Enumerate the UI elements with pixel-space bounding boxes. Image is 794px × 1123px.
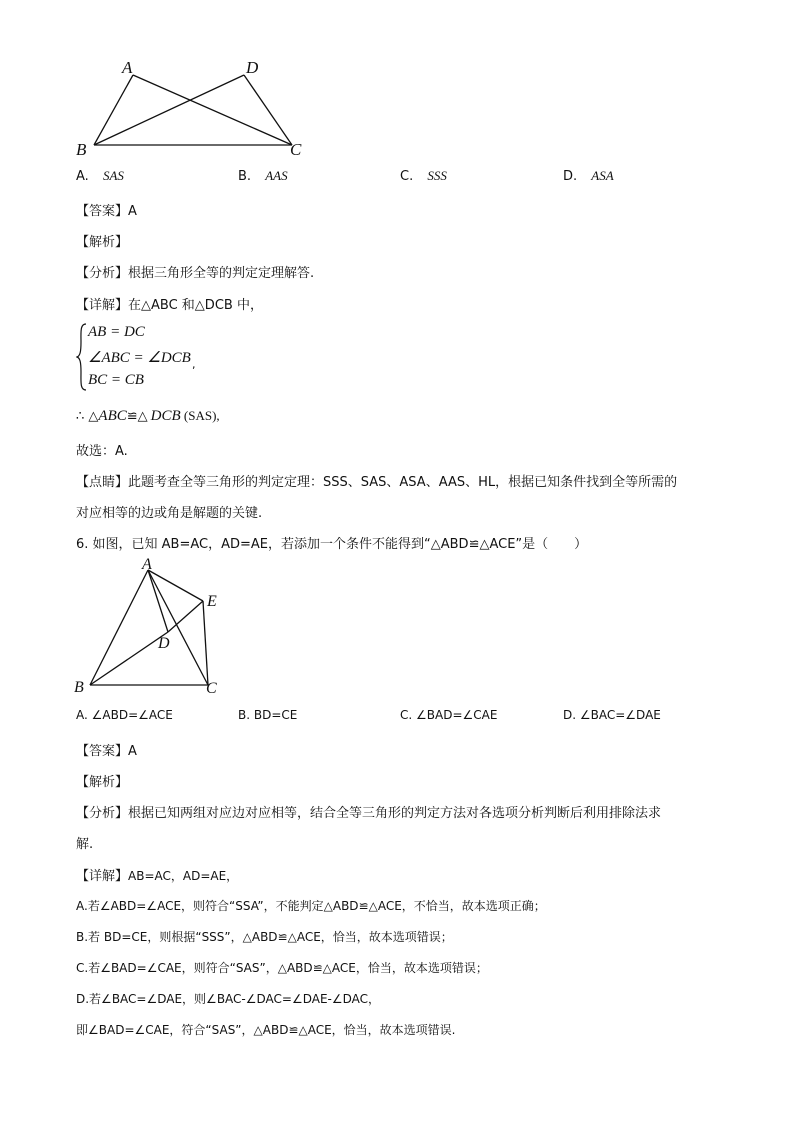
q5-label-d: D — [246, 58, 259, 77]
q6-option-c[interactable]: C. ∠BAD=∠CAE — [400, 708, 498, 722]
q6-option-d[interactable]: D. ∠BAC=∠DAE — [563, 708, 661, 722]
q6-fenxi-line-1: 【分析】根据已知两组对应边对应相等，结合全等三角形的判定方法对各选项分析判断后利用排除法求 — [76, 806, 662, 821]
answer-value: A — [128, 204, 137, 219]
triangle-abc: ABC — [98, 408, 127, 424]
congruent-symbol: ≌ — [126, 409, 138, 424]
q5-therefore — [76, 408, 220, 425]
q6-segment-ab — [90, 570, 148, 685]
q6-segment-bd — [90, 632, 168, 685]
q6-label-c: C — [206, 680, 217, 697]
q5-system-brace — [76, 322, 88, 392]
q6-option-b[interactable]: B. BD=CE — [238, 708, 298, 722]
q6-label-d: D — [158, 635, 170, 652]
q5-figure — [70, 55, 320, 160]
q6-detail-line-c: C.若∠BAD=∠CAE，则符合“SAS”，△ABD≌△ACE，恰当，故本选项错误； — [76, 961, 488, 975]
q5-segment-ab — [94, 75, 133, 145]
fenxi-tag: 【分析】 — [76, 806, 129, 821]
therefore-prefix: ∴ △ — [76, 409, 99, 424]
q5-options — [76, 168, 676, 188]
q5-label-c: C — [290, 140, 302, 159]
q6-detail-line-e: 即∠BAD=∠CAE，符合“SAS”，△ABD≌△ACE，恰当，故本选项错误. — [76, 1023, 456, 1037]
q5-option-b[interactable]: B. AAS — [238, 168, 288, 184]
xiangjie-text: 在△ABC 和△DCB 中， — [128, 298, 263, 313]
q5-system-tail: , — [192, 358, 196, 371]
q6-label-a: A — [142, 558, 152, 573]
q5-option-d[interactable]: D. ASA — [563, 168, 614, 184]
fenxi-text: 根据三角形全等的判定定理解答. — [128, 266, 315, 281]
therefore-suffix: (SAS), — [180, 408, 220, 423]
fenxi-tag: 【分析】 — [76, 266, 129, 281]
q6-options — [76, 708, 696, 728]
q5-dianjing-line-2: 对应相等的边或角是解题的关键. — [76, 506, 263, 521]
q5-option-a[interactable]: A. SAS — [76, 168, 124, 184]
triangle-symbol: △ — [137, 409, 148, 424]
q6-detail-line-b: B.若 BD=CE，则根据“SSS”，△ABD≌△ACE，恰当，故本选项错误； — [76, 930, 453, 944]
q5-choice: 故选：A. — [76, 444, 128, 459]
q6-segment-de — [168, 601, 203, 632]
q6-label-b: B — [74, 679, 84, 696]
xiangjie-tag: 【详解】 — [76, 298, 129, 313]
q5-segment-db — [94, 75, 244, 145]
q5-answer — [76, 200, 137, 219]
q5-label-b: B — [76, 140, 87, 159]
q6-stem: 6. 如图，已知 AB=AC，AD=AE，若添加一个条件不能得到“△ABD≌△ACE”是（ ） — [76, 537, 588, 552]
q6-detail-line-d: D.若∠BAC=∠DAE，则∠BAC-∠DAC=∠DAE-∠DAC， — [76, 992, 381, 1006]
dianjing-tag: 【点睛】 — [76, 475, 129, 490]
q6-answer — [76, 740, 137, 759]
q5-xiangjie — [76, 294, 263, 313]
q5-label-a: A — [122, 58, 133, 77]
q6-fenxi-line-2: 解. — [76, 837, 94, 852]
q6-option-a[interactable]: A. ∠ABD=∠ACE — [76, 708, 173, 722]
q5-system-line-3: BC = CB — [88, 372, 144, 388]
q5-system-line-1: AB = DC — [88, 324, 145, 340]
q6-figure — [70, 558, 240, 698]
q5-analysis-tag: 【解析】 — [76, 235, 129, 250]
q6-detail-line-a: A.若∠ABD=∠ACE，则符合“SSA”，不能判定△ABD≌△ACE，不恰当，故本选项正确； — [76, 899, 546, 913]
q6-label-e: E — [207, 593, 217, 610]
q5-system-line-2: ∠ABC = ∠DCB — [88, 350, 191, 366]
q6-xiangjie: 【详解】AB=AC，AD=AE， — [76, 869, 239, 884]
answer-tag: 【答案】 — [76, 744, 129, 759]
answer-tag: 【答案】 — [76, 204, 129, 219]
q6-analysis-tag: 【解析】 — [76, 775, 129, 790]
q5-option-c[interactable]: C. SSS — [400, 168, 447, 184]
q5-fenxi — [76, 262, 314, 281]
answer-value: A — [128, 744, 137, 759]
q6-segment-ec — [203, 601, 208, 685]
triangle-dcb: DCB — [150, 408, 181, 424]
q5-dianjing-line-1: 【点睛】此题考查全等三角形的判定定理：SSS、SAS、ASA、AAS、HL，根据已知条件找到全等所需的 — [76, 475, 678, 490]
xiangjie-tag: 【详解】 — [76, 869, 129, 884]
